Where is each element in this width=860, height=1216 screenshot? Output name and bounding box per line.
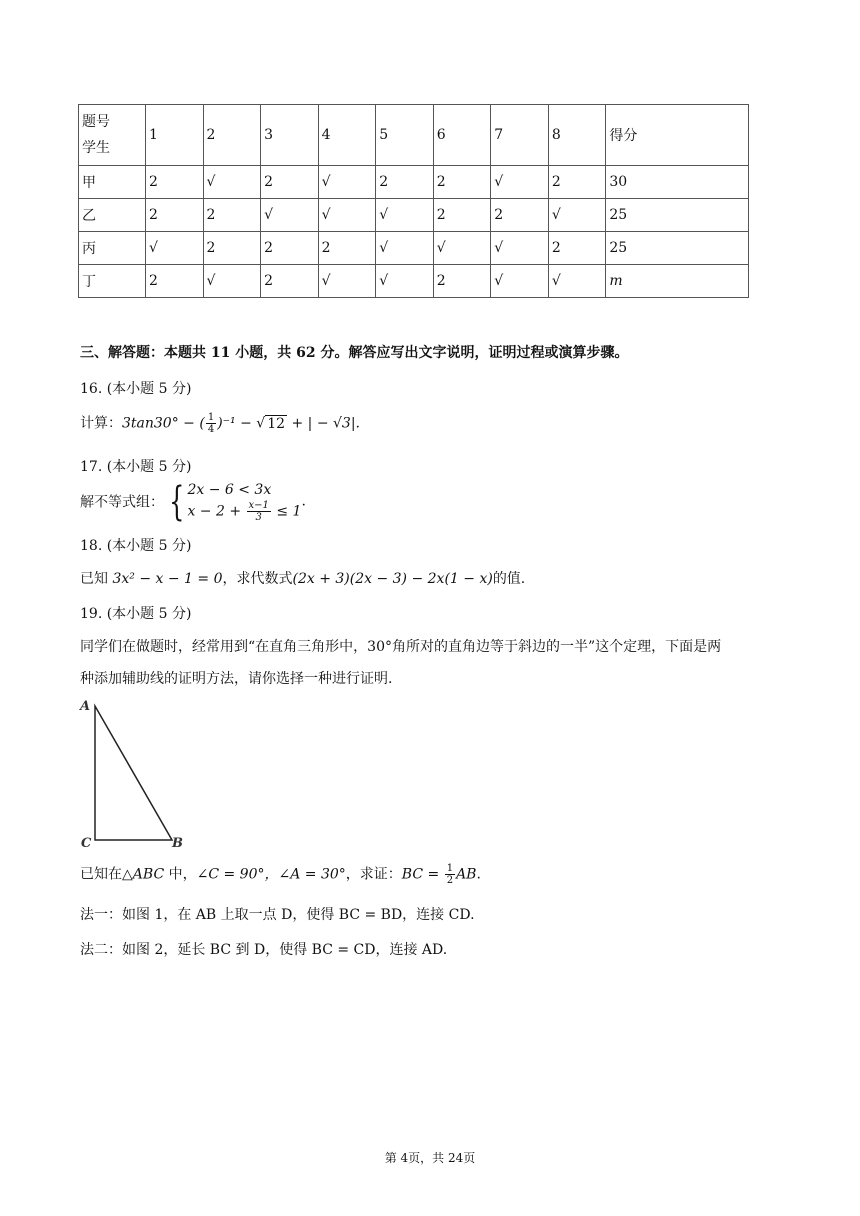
student-name: 丙	[79, 232, 146, 265]
answer-cell: 2	[376, 166, 434, 199]
section-heading	[80, 342, 628, 362]
fraction-denominator: 4	[207, 424, 215, 435]
answer-cell: 2	[433, 199, 491, 232]
table-row	[79, 232, 749, 265]
column-header: 7	[491, 105, 549, 166]
q16-prefix: 计算：	[80, 415, 122, 432]
q16-expr-part: + | − √3|.	[287, 415, 361, 432]
answer-cell: √	[203, 265, 261, 298]
answer-cell: 2	[146, 265, 204, 298]
answer-cell: √	[318, 199, 376, 232]
section-heading-text: 三、解答题：本题共	[80, 345, 211, 361]
answer-cell: 2	[146, 166, 204, 199]
student-name: 乙	[79, 199, 146, 232]
fraction-numerator: x−1	[248, 500, 269, 511]
table-row	[79, 166, 749, 199]
answer-cell: 2	[433, 265, 491, 298]
vertex-label-a: A	[80, 699, 91, 714]
fraction-numerator: 1	[207, 412, 215, 423]
q19-conditions: ∠C = 90°，∠A = 30°	[196, 866, 346, 883]
q18-text: ，求代数式	[222, 571, 293, 587]
inequality-2	[187, 500, 301, 523]
answer-cell: 2	[261, 232, 319, 265]
fraction-denominator: 3	[255, 512, 262, 523]
q16-expr-part: )⁻¹ − √	[217, 415, 266, 432]
section-heading-text: 分。解答应写出文字说明，证明过程或演算步骤。	[315, 345, 629, 361]
answer-cell: √	[491, 265, 549, 298]
score-table	[78, 104, 749, 298]
q17-suffix: .	[301, 493, 306, 510]
column-header: 4	[318, 105, 376, 166]
q18-equation: 3x² − x − 1 = 0	[112, 571, 223, 587]
answer-cell: √	[318, 265, 376, 298]
answer-cell: √	[146, 232, 204, 265]
score-cell: m	[606, 265, 749, 298]
answer-cell: √	[203, 166, 261, 199]
column-header: 5	[376, 105, 434, 166]
q19-given-text: .	[476, 866, 481, 883]
column-header: 3	[261, 105, 319, 166]
vertex-label-b: B	[172, 836, 183, 851]
score-cell: 25	[606, 232, 749, 265]
q18-text: 的值.	[492, 571, 526, 587]
q19-claim-part: BC =	[401, 866, 444, 883]
inequality-2-part: ≤ 1	[271, 503, 302, 520]
column-header: 2	[203, 105, 261, 166]
triangle-shape	[95, 706, 172, 840]
q19-given-text: 已知在△	[80, 866, 133, 883]
q19-paragraph-1: 同学们在做题时，经常用到“在直角三角形中，30°角所对的直角边等于斜边的一半”这个定理，下面是两	[80, 639, 722, 655]
answer-cell: √	[376, 232, 434, 265]
answer-cell: √	[548, 265, 606, 298]
answer-cell: √	[491, 166, 549, 199]
q19-method-2: 法二：如图 2，延长 BC 到 D，使得 BC = CD，连接 AD.	[80, 942, 448, 958]
q17-prefix: 解不等式组：	[80, 494, 164, 511]
table-row	[79, 265, 749, 298]
answer-cell: √	[548, 199, 606, 232]
answer-cell: 2	[548, 166, 606, 199]
q19-given-text: 中，	[164, 866, 197, 883]
q16-radicand: 12	[267, 415, 286, 432]
q19-given	[80, 863, 481, 886]
q16-body	[80, 412, 360, 435]
inequality-rows	[187, 480, 301, 523]
column-header: 6	[433, 105, 491, 166]
q19-paragraph-2: 种添加辅助线的证明方法，请你选择一种进行证明.	[80, 671, 393, 687]
header-question-label: 题号	[82, 114, 110, 130]
q17-body	[80, 480, 306, 523]
q19-method-1: 法一：如图 1，在 AB 上取一点 D，使得 BC = BD，连接 CD.	[80, 907, 475, 923]
answer-cell: √	[433, 232, 491, 265]
score-cell: 25	[606, 199, 749, 232]
fraction-numerator: 1	[446, 863, 454, 874]
q18-label: 18. (本小题 5 分)	[80, 538, 192, 554]
q19-label: 19. (本小题 5 分)	[80, 606, 192, 622]
answer-cell: 2	[491, 199, 549, 232]
inequality-1: 2x − 6 < 3x	[187, 482, 272, 498]
q16-label: 16. (本小题 5 分)	[80, 381, 192, 397]
q16-expr-part: 3tan30° − (	[122, 415, 205, 432]
q18-body	[80, 568, 525, 588]
vertex-label-c: C	[81, 836, 92, 851]
column-header: 1	[146, 105, 204, 166]
q19-claim-part: AB	[456, 866, 477, 883]
answer-cell: √	[376, 199, 434, 232]
student-name: 丁	[79, 265, 146, 298]
right-triangle-figure	[74, 696, 194, 856]
header-student-label: 学生	[82, 140, 110, 156]
section-heading-text: 小题，共	[230, 345, 297, 361]
student-name: 甲	[79, 166, 146, 199]
answer-cell: 2	[261, 265, 319, 298]
header-corner-cell	[79, 105, 146, 166]
q17-fraction	[247, 500, 271, 523]
column-header: 8	[548, 105, 606, 166]
inequality-2-part: x − 2 +	[187, 503, 246, 520]
table-row	[79, 199, 749, 232]
q19-triangle-name: ABC	[132, 866, 165, 883]
score-cell: 30	[606, 166, 749, 199]
q18-text: 已知	[80, 571, 113, 587]
answer-cell: 2	[433, 166, 491, 199]
answer-cell: √	[318, 166, 376, 199]
table-header-row	[79, 105, 749, 166]
q19-fraction	[445, 863, 455, 886]
fraction-denominator: 2	[446, 875, 454, 886]
answer-cell: 2	[261, 166, 319, 199]
answer-cell: 2	[146, 199, 204, 232]
column-header-score: 得分	[606, 105, 749, 166]
brace-icon: {	[169, 478, 185, 525]
answer-cell: 2	[548, 232, 606, 265]
inequality-system	[164, 480, 301, 523]
q18-expression: (2x + 3)(2x − 3) − 2x(1 − x)	[292, 571, 493, 587]
answer-cell: √	[491, 232, 549, 265]
answer-cell: √	[376, 265, 434, 298]
page-footer: 第 4页，共 24页	[384, 1151, 476, 1165]
total-points: 62	[296, 345, 316, 361]
q19-given-text: ，求证：	[345, 866, 402, 883]
q17-label: 17. (本小题 5 分)	[80, 459, 192, 475]
q16-fraction	[206, 412, 216, 435]
question-count: 11	[210, 345, 231, 361]
answer-cell: √	[261, 199, 319, 232]
answer-cell: 2	[203, 232, 261, 265]
answer-cell: 2	[318, 232, 376, 265]
answer-cell: 2	[203, 199, 261, 232]
